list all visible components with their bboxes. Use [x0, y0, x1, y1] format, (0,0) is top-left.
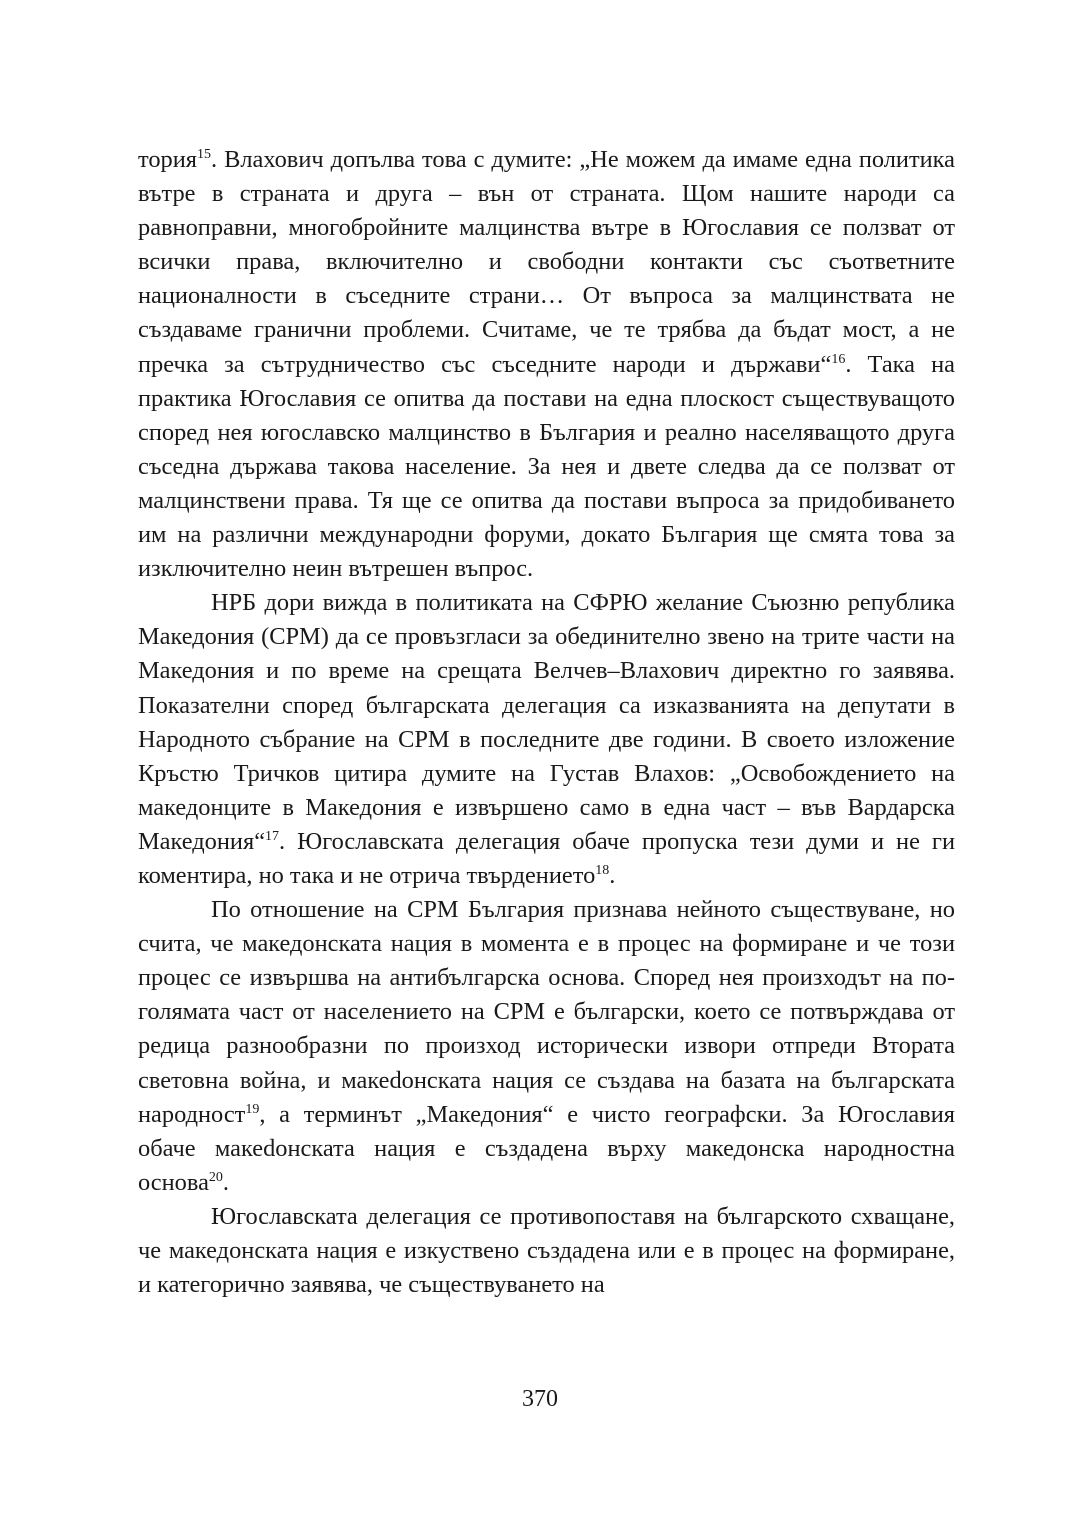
footnote-ref-19[interactable]: 19 [245, 1101, 260, 1117]
body-text [138, 143, 955, 1302]
footnote-ref-17[interactable]: 17 [265, 828, 280, 844]
page-number: 370 [522, 1386, 558, 1412]
footnote-ref-15[interactable]: 15 [197, 147, 211, 162]
footnote-ref-16[interactable]: 16 [831, 351, 846, 367]
paragraph-nrb-policy: НРБ дори вижда в политиката на СФРЮ желание Съюзню република Македония (СРМ) да се провъзгласи за обединително звено на трите части на Македония и по време на срещата Велчев–Влахович директно го заявява. Показателни според българската делегация са изказванията на депутати в Народното събрание на СРМ в последните две години. В своето изложение Кръстю Тричков цитира думите на Густав Влахов: „Освобождението на македонците в Македония е извършено само в една част – във Вардарска Македония“$^{17}$. Югославската делегация обаче пропуска тези думи и не ги коментира, но така и не отрича твърдението$^{18}$. [138, 589, 955, 889]
footnote-ref-20[interactable]: 20 [208, 1169, 223, 1185]
footnote-ref-18[interactable]: 18 [595, 862, 610, 878]
paragraph-srm-recognition: По отношение на СРМ България признава нейното съществуване, но счита, че македонската нация в момента е в процес на формиране и че този процес се извършва на антибългарска основа. Според нея произходът на по-голямата част от населението на СРМ е български, което се потвърждава от редица разнообразни по произход исторически извори отпреди Втората световна война, и макеdонската нация се създава на базата на българската народност$^{19}$, а терминът „Македония“ е чисто географски. За Югославия обаче макеdонската нация е създадена върху македонска народностна основа$^{20}$. [138, 896, 955, 1196]
paragraph-yugoslav-delegation: Югославската делегация се противопоставя на българското схващане, че македонската нация е изкуствено създадена или е в процес на формиране, и категорично заявява, че съществуването на [138, 1202, 955, 1299]
paragraph-continued: тория$^{15}$. Влахович допълва това с думите: „Не можем да имаме една политика вътре в страната и друга – вън от страната. Щом нашите народи са равноправни, многобройните малцинства вътре в Югославия се ползват от всички права, включително и свободни контакти със съответните националности в съседните страни… От въпроса за малцинствата не създаваме гранични проблеми. Считаме, че те трябва да бъдат мост, а не пречка за сътрудничество със съседните народи и държави“$^{16}$. Така на практика Югославия се опитва да постави на една плоскост съществуващото според нея югославско малцинство в България и реално населяващото друга съседна държава такова население. За нея и двете следва да се ползват от малцинствени права. Тя ще се опитва да постави въпроса за придобиването им на различни международни форуми, докато България ще смята това за изключително неин вътрешен въпрос. [138, 146, 955, 583]
